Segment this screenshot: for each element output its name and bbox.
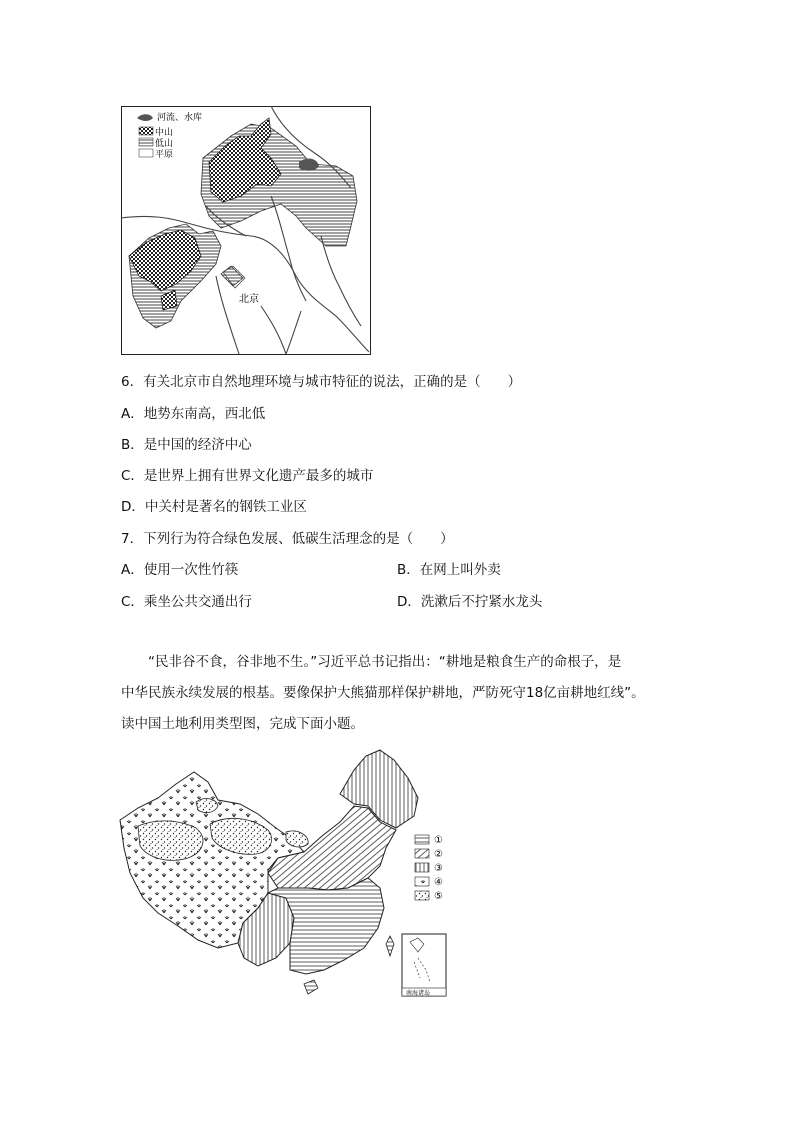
question-6-option-d[interactable]: D．中关村是著名的钢铁工业区 xyxy=(121,499,307,515)
legend-middle-mountain-swatch xyxy=(139,127,153,135)
legend-river-label: 河流、水库 xyxy=(157,113,203,123)
question-7-option-a[interactable]: A．使用一次性竹筷 xyxy=(121,562,239,578)
legend-plain-swatch xyxy=(139,149,153,157)
passage-line-2: 中华民族永续发展的根基。要像保护大熊猫那样保护耕地，严防死守18亿亩耕地红线”。 xyxy=(121,685,645,701)
legend-label-5: ⑤ xyxy=(434,891,443,902)
legend-swatch-2 xyxy=(415,849,429,858)
question-7-option-b[interactable]: B．在网上叫外卖 xyxy=(397,562,501,578)
beijing-terrain-map xyxy=(121,106,371,355)
question-6-stem: 6．有关北京市自然地理环境与城市特征的说法，正确的是（ ） xyxy=(121,374,522,390)
land-use-legend xyxy=(415,835,443,902)
land-type-5-region xyxy=(196,799,218,813)
legend-swatch-5 xyxy=(415,891,429,900)
legend-plain-label: 平原 xyxy=(155,150,174,160)
question-6-option-a[interactable]: A．地势东南高，西北低 xyxy=(121,406,266,422)
china-land-use-map xyxy=(118,748,452,1000)
legend-label-1: ① xyxy=(434,835,443,846)
legend-middle-mountain-label: 中山 xyxy=(155,128,174,138)
passage-line-1: “民非谷不食，谷非地不生。”习近平总书记指出：“耕地是粮食生产的命根子，是 xyxy=(148,654,622,670)
question-7-stem: 7．下列行为符合绿色发展、低碳生活理念的是（ ） xyxy=(121,531,454,547)
legend-swatch-3 xyxy=(415,863,429,872)
question-7-option-d[interactable]: D．洗漱后不拧紧水龙头 xyxy=(397,594,543,610)
land-type-5-region xyxy=(286,831,308,847)
passage-line-3: 读中国土地利用类型图，完成下面小题。 xyxy=(121,716,364,732)
hainan-island xyxy=(304,980,318,994)
south-china-sea-inset xyxy=(402,934,446,997)
legend-low-mountain-label: 低山 xyxy=(155,139,174,149)
legend-label-2: ② xyxy=(434,849,443,860)
inset-label: 南海诸岛 xyxy=(406,990,431,997)
taiwan-island xyxy=(386,936,394,956)
legend-swatch-1 xyxy=(415,835,429,844)
legend-label-3: ③ xyxy=(434,863,443,874)
question-6-option-b[interactable]: B．是中国的经济中心 xyxy=(121,437,252,453)
legend-swatch-4 xyxy=(415,877,429,886)
question-6-option-c[interactable]: C．是世界上拥有世界文化遗产最多的城市 xyxy=(121,468,374,484)
beijing-city-label: 北京 xyxy=(239,294,259,305)
legend-low-mountain-swatch xyxy=(139,138,153,146)
question-7-option-c[interactable]: C．乘坐公共交通出行 xyxy=(121,594,252,610)
legend-label-4: ④ xyxy=(434,877,443,888)
